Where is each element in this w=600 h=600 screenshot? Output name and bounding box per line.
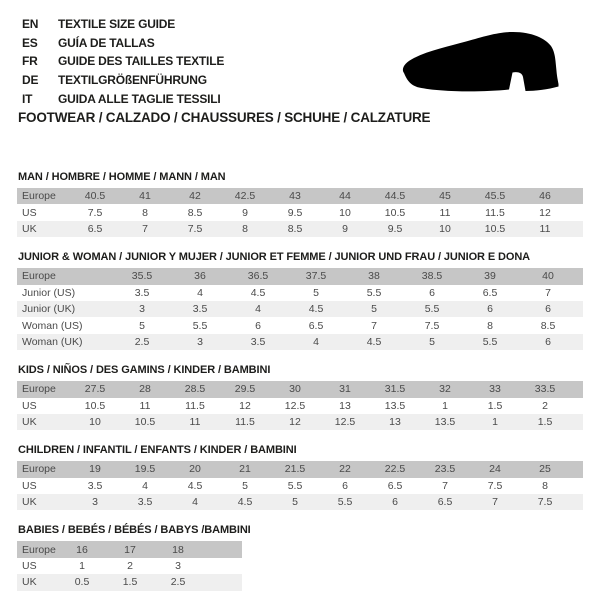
row-label: Europe [22, 463, 56, 476]
size-table-kids [17, 381, 583, 430]
size-cell: 32 [439, 383, 451, 396]
table-row [17, 301, 583, 317]
language-row [22, 34, 224, 53]
table-row [17, 541, 242, 557]
row-label: Europe [22, 383, 56, 396]
table-row [17, 204, 583, 220]
size-cell: 6.5 [387, 479, 403, 492]
size-table-junior-woman [17, 268, 583, 350]
language-code: EN [22, 17, 39, 32]
size-cell: 6.5 [437, 496, 453, 509]
pad-cell [570, 461, 583, 477]
language-label: GUÍA DE TALLAS [58, 35, 155, 50]
size-cell: 3 [197, 335, 203, 348]
size-cell: 4.5 [250, 286, 266, 299]
size-cell: 11 [539, 222, 551, 235]
section-title: JUNIOR & WOMAN / JUNIOR Y MUJER / JUNIOR ET FEMME / JUNIOR UND FRAU / JUNIOR E DONA [18, 251, 531, 264]
shoe-icon [398, 31, 590, 95]
pad-cell [577, 285, 583, 301]
size-cell: 5 [292, 496, 298, 509]
row-label: UK [22, 222, 37, 235]
size-cell: 22.5 [384, 463, 406, 476]
size-cell: 5.5 [366, 286, 382, 299]
section-babies [17, 524, 583, 590]
table-row [17, 285, 583, 301]
size-cell: 1 [79, 560, 85, 573]
pad-cell [570, 381, 583, 397]
size-cell: 0.5 [74, 576, 90, 589]
size-cell: 7.5 [487, 479, 503, 492]
pad-cell [570, 221, 583, 237]
table-row [17, 381, 583, 397]
language-list [22, 15, 224, 108]
size-cell: 5.5 [424, 303, 440, 316]
size-cell: 1.5 [537, 416, 553, 429]
size-cell: 10.5 [84, 399, 106, 412]
size-cell: 29.5 [234, 383, 256, 396]
size-cell: 44.5 [384, 190, 406, 203]
size-cell: 6.5 [308, 319, 324, 332]
row-label: Woman (UK) [22, 335, 83, 348]
language-label: GUIDA ALLE TAGLIE TESSILI [58, 91, 221, 106]
size-cell: 2.5 [170, 576, 186, 589]
table-row [17, 268, 583, 284]
size-cell: 3 [139, 303, 145, 316]
size-cell: 31.5 [384, 383, 406, 396]
size-cell: 4 [142, 479, 148, 492]
size-cell: 12.5 [334, 416, 356, 429]
language-row [22, 89, 224, 108]
section-title: MAN / HOMBRE / HOMME / MANN / MAN [18, 171, 226, 183]
size-cell: 41 [139, 190, 151, 203]
section-junior-woman [17, 251, 583, 350]
table-row [17, 494, 583, 510]
category-line: FOOTWEAR / CALZADO / CHAUSSURES / SCHUHE / CALZATURE [18, 110, 431, 125]
size-cell: 1 [492, 416, 498, 429]
size-cell: 5 [371, 303, 377, 316]
pad-cell [570, 188, 583, 204]
size-cell: 12 [289, 416, 301, 429]
row-label: Europe [22, 270, 56, 283]
size-cell: 3 [175, 560, 181, 573]
row-label: US [22, 399, 37, 412]
size-cell: 10.5 [134, 416, 156, 429]
size-cell: 21 [239, 463, 251, 476]
size-cell: 3.5 [192, 303, 208, 316]
row-label: UK [22, 576, 37, 589]
size-cell: 5 [313, 286, 319, 299]
size-cell: 3.5 [134, 286, 150, 299]
size-cell: 8.5 [540, 319, 556, 332]
size-cell: 28.5 [184, 383, 206, 396]
size-cell: 11.5 [485, 206, 505, 219]
pad-cell [202, 558, 242, 574]
size-table-children [17, 461, 583, 510]
language-label: TEXTILGRÖßENFÜHRUNG [58, 73, 207, 88]
pad-cell [577, 301, 583, 317]
size-cell: 8.5 [287, 222, 303, 235]
table-row [17, 574, 242, 590]
size-cell: 9 [342, 222, 348, 235]
row-label: UK [22, 416, 37, 429]
row-label: Europe [22, 543, 56, 556]
size-cell: 7 [545, 286, 551, 299]
size-cell: 10.5 [484, 222, 506, 235]
pad-cell [570, 204, 583, 220]
size-cell: 6 [392, 496, 398, 509]
size-cell: 7 [492, 496, 498, 509]
row-label: UK [22, 496, 37, 509]
table-row [17, 221, 583, 237]
pad-cell [577, 268, 583, 284]
size-cell: 6.5 [87, 222, 103, 235]
size-cell: 3.5 [87, 479, 103, 492]
size-cell: 42.5 [234, 190, 256, 203]
size-cell: 6.5 [482, 286, 498, 299]
size-cell: 11.5 [235, 416, 255, 429]
pad-cell [570, 398, 583, 414]
row-label: Junior (US) [22, 286, 76, 299]
size-tables [17, 171, 583, 600]
size-cell: 10 [339, 206, 351, 219]
size-cell: 8 [542, 479, 548, 492]
size-cell: 17 [124, 543, 136, 556]
size-cell: 23.5 [434, 463, 456, 476]
size-cell: 20 [189, 463, 201, 476]
size-cell: 13 [389, 416, 401, 429]
size-cell: 46 [539, 190, 551, 203]
size-cell: 12.5 [284, 399, 306, 412]
language-code: ES [22, 35, 38, 50]
size-cell: 12 [239, 399, 251, 412]
table-row [17, 461, 583, 477]
size-cell: 13.5 [384, 399, 406, 412]
size-cell: 13 [339, 399, 351, 412]
size-cell: 6 [545, 335, 551, 348]
size-cell: 5.5 [287, 479, 303, 492]
size-cell: 7.5 [424, 319, 440, 332]
size-cell: 5 [242, 479, 248, 492]
language-row [22, 52, 224, 71]
table-row [17, 188, 583, 204]
size-cell: 4 [192, 496, 198, 509]
pad-cell [570, 494, 583, 510]
pad-cell [202, 541, 242, 557]
size-cell: 9.5 [387, 222, 403, 235]
section-title: BABIES / BEBÉS / BÉBÉS / BABYS /BAMBINI [18, 524, 251, 537]
size-cell: 5.5 [192, 319, 208, 332]
table-row [17, 478, 583, 494]
size-cell: 11 [139, 399, 151, 412]
size-cell: 4 [255, 303, 261, 316]
pad-cell [570, 478, 583, 494]
size-cell: 2 [127, 560, 133, 573]
table-row [17, 334, 583, 350]
size-cell: 33.5 [534, 383, 556, 396]
section-title: CHILDREN / INFANTIL / ENFANTS / KINDER / BAMBINI [18, 444, 297, 457]
size-cell: 39 [484, 270, 496, 283]
size-cell: 16 [76, 543, 88, 556]
size-cell: 36 [194, 270, 206, 283]
size-cell: 7.5 [537, 496, 553, 509]
size-cell: 27.5 [84, 383, 106, 396]
size-cell: 6 [545, 303, 551, 316]
size-cell: 2 [542, 399, 548, 412]
size-cell: 11.5 [185, 399, 205, 412]
size-cell: 44 [339, 190, 351, 203]
size-cell: 6 [342, 479, 348, 492]
size-cell: 9 [242, 206, 248, 219]
row-label: Junior (UK) [22, 303, 76, 316]
size-cell: 5 [429, 335, 435, 348]
table-row [17, 398, 583, 414]
size-cell: 8 [242, 222, 248, 235]
size-cell: 19.5 [134, 463, 156, 476]
size-cell: 10.5 [384, 206, 406, 219]
size-cell: 8 [487, 319, 493, 332]
size-cell: 38.5 [421, 270, 443, 283]
size-cell: 43 [289, 190, 301, 203]
language-code: IT [22, 91, 33, 106]
section-children [17, 444, 583, 510]
size-cell: 40.5 [84, 190, 106, 203]
size-cell: 7.5 [87, 206, 103, 219]
size-cell: 21.5 [284, 463, 306, 476]
language-code: FR [22, 54, 38, 69]
size-cell: 6 [487, 303, 493, 316]
size-cell: 1 [442, 399, 448, 412]
size-cell: 2.5 [134, 335, 150, 348]
size-table-babies [17, 541, 242, 590]
section-title: KIDS / NIÑOS / DES GAMINS / KINDER / BAMBINI [18, 364, 271, 377]
pad-cell [577, 334, 583, 350]
size-cell: 4 [197, 286, 203, 299]
size-cell: 30 [289, 383, 301, 396]
size-cell: 45 [439, 190, 451, 203]
size-cell: 11 [439, 206, 451, 219]
size-cell: 5.5 [482, 335, 498, 348]
size-cell: 6 [429, 286, 435, 299]
size-cell: 24 [489, 463, 501, 476]
size-cell: 7 [442, 479, 448, 492]
size-cell: 38 [368, 270, 380, 283]
size-cell: 9.5 [287, 206, 303, 219]
size-cell: 4.5 [237, 496, 253, 509]
language-code: DE [22, 73, 39, 88]
table-row [17, 414, 583, 430]
size-cell: 22 [339, 463, 351, 476]
size-table-man [17, 188, 583, 237]
size-cell: 7 [371, 319, 377, 332]
pad-cell [570, 414, 583, 430]
table-row [17, 558, 242, 574]
pad-cell [577, 317, 583, 333]
size-cell: 4 [313, 335, 319, 348]
size-cell: 6 [255, 319, 261, 332]
size-cell: 12 [539, 206, 551, 219]
size-cell: 7.5 [187, 222, 203, 235]
size-cell: 3 [92, 496, 98, 509]
size-cell: 28 [139, 383, 151, 396]
table-row [17, 317, 583, 333]
section-man [17, 171, 583, 237]
size-cell: 10 [439, 222, 451, 235]
row-label: Woman (US) [22, 319, 83, 332]
size-cell: 19 [89, 463, 101, 476]
size-cell: 4.5 [187, 479, 203, 492]
size-cell: 1.5 [122, 576, 138, 589]
size-cell: 36.5 [247, 270, 269, 283]
size-cell: 31 [339, 383, 351, 396]
size-cell: 1.5 [487, 399, 503, 412]
size-cell: 35.5 [131, 270, 153, 283]
size-cell: 7 [142, 222, 148, 235]
row-label: US [22, 560, 37, 573]
language-label: TEXTILE SIZE GUIDE [58, 17, 176, 32]
section-kids [17, 364, 583, 430]
size-cell: 8.5 [187, 206, 203, 219]
language-row [22, 71, 224, 90]
size-cell: 40 [542, 270, 554, 283]
size-cell: 5 [139, 319, 145, 332]
size-cell: 42 [189, 190, 201, 203]
size-cell: 33 [489, 383, 501, 396]
row-label: US [22, 206, 37, 219]
size-cell: 45.5 [484, 190, 506, 203]
size-cell: 37.5 [305, 270, 327, 283]
row-label: Europe [22, 190, 56, 203]
size-cell: 13.5 [434, 416, 456, 429]
language-label: GUIDE DES TAILLES TEXTILE [58, 54, 225, 69]
size-cell: 3.5 [137, 496, 153, 509]
size-cell: 10 [89, 416, 101, 429]
size-cell: 11 [189, 416, 201, 429]
size-cell: 4.5 [366, 335, 382, 348]
size-cell: 18 [172, 543, 184, 556]
size-cell: 3.5 [250, 335, 266, 348]
pad-cell [202, 574, 242, 590]
size-cell: 25 [539, 463, 551, 476]
size-cell: 8 [142, 206, 148, 219]
row-label: US [22, 479, 37, 492]
size-cell: 4.5 [308, 303, 324, 316]
shoe-silhouette [403, 32, 559, 91]
language-row [22, 15, 224, 34]
size-cell: 5.5 [337, 496, 353, 509]
